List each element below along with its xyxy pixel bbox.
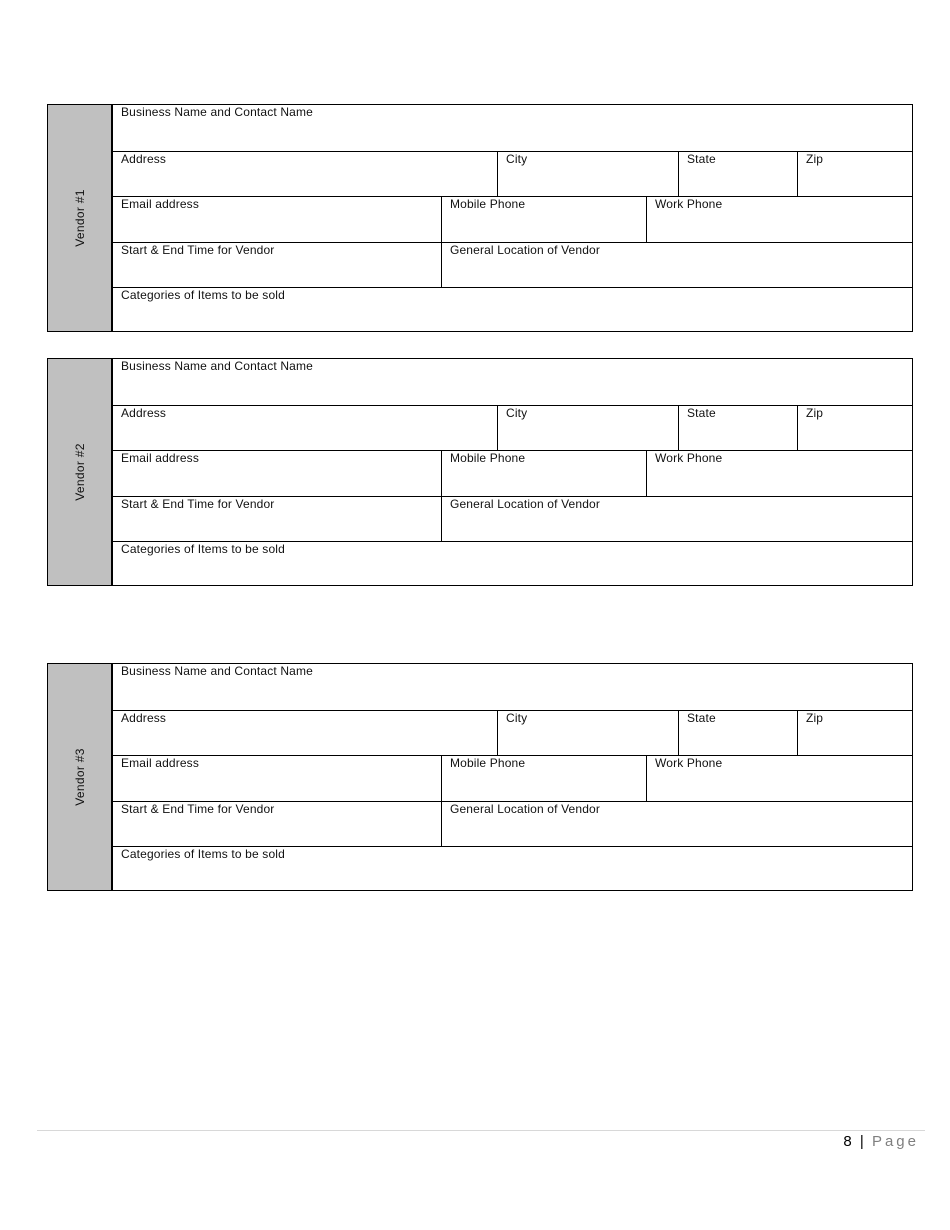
address-label: Address [121,711,167,725]
work-phone-field[interactable] [646,755,913,801]
page-number-separator: | [859,1133,864,1150]
mobile-phone-field[interactable] [441,450,646,496]
vendor-title-cell [48,664,112,890]
vendor-title: Vendor #1 [72,189,87,247]
page-number-value: 8 [843,1133,852,1150]
email-label: Email address [121,197,199,211]
vendor-title: Vendor #3 [72,748,87,806]
page-number [843,1133,919,1150]
vendor-title-cell [48,359,112,585]
state-field[interactable] [678,405,797,450]
page-word: Page [871,1133,919,1150]
time-label: Start & End Time for Vendor [121,243,275,257]
categories-field[interactable] [112,541,913,586]
city-field[interactable] [497,405,678,450]
location-field[interactable] [441,242,913,287]
state-label: State [687,152,716,166]
business-name-label: Business Name and Contact Name [121,105,313,119]
work-phone-label: Work Phone [655,451,723,465]
categories-field[interactable] [112,287,913,332]
city-field[interactable] [497,710,678,755]
location-label: General Location of Vendor [450,497,601,511]
address-label: Address [121,406,167,420]
email-label: Email address [121,451,199,465]
zip-field[interactable] [797,710,913,755]
location-field[interactable] [441,496,913,541]
time-label: Start & End Time for Vendor [121,497,275,511]
time-field[interactable] [112,242,441,287]
vendor-form-3 [47,663,913,891]
categories-label: Categories of Items to be sold [121,847,285,861]
zip-label: Zip [806,711,824,725]
city-field[interactable] [497,151,678,196]
business-name-field[interactable] [112,664,913,710]
city-label: City [506,711,528,725]
state-label: State [687,711,716,725]
categories-field[interactable] [112,846,913,891]
categories-label: Categories of Items to be sold [121,542,285,556]
email-label: Email address [121,756,199,770]
address-label: Address [121,152,167,166]
vendor-form-2 [47,358,913,586]
city-label: City [506,152,528,166]
work-phone-label: Work Phone [655,197,723,211]
mobile-phone-label: Mobile Phone [450,756,526,770]
city-label: City [506,406,528,420]
address-field[interactable] [112,405,497,450]
business-name-label: Business Name and Contact Name [121,359,313,373]
time-field[interactable] [112,801,441,846]
vendor-title: Vendor #2 [72,443,87,501]
vendor-form-1 [47,104,913,332]
state-field[interactable] [678,710,797,755]
zip-field[interactable] [797,151,913,196]
location-label: General Location of Vendor [450,243,601,257]
email-field[interactable] [112,755,441,801]
mobile-phone-field[interactable] [441,196,646,242]
time-label: Start & End Time for Vendor [121,802,275,816]
categories-label: Categories of Items to be sold [121,288,285,302]
work-phone-field[interactable] [646,196,913,242]
work-phone-field[interactable] [646,450,913,496]
location-label: General Location of Vendor [450,802,601,816]
state-field[interactable] [678,151,797,196]
location-field[interactable] [441,801,913,846]
mobile-phone-label: Mobile Phone [450,451,526,465]
zip-field[interactable] [797,405,913,450]
address-field[interactable] [112,710,497,755]
business-name-label: Business Name and Contact Name [121,664,313,678]
zip-label: Zip [806,152,824,166]
vendor-title-cell [48,105,112,331]
mobile-phone-field[interactable] [441,755,646,801]
business-name-field[interactable] [112,359,913,405]
address-field[interactable] [112,151,497,196]
mobile-phone-label: Mobile Phone [450,197,526,211]
state-label: State [687,406,716,420]
footer-divider [37,1130,925,1131]
email-field[interactable] [112,196,441,242]
work-phone-label: Work Phone [655,756,723,770]
time-field[interactable] [112,496,441,541]
business-name-field[interactable] [112,105,913,151]
email-field[interactable] [112,450,441,496]
zip-label: Zip [806,406,824,420]
